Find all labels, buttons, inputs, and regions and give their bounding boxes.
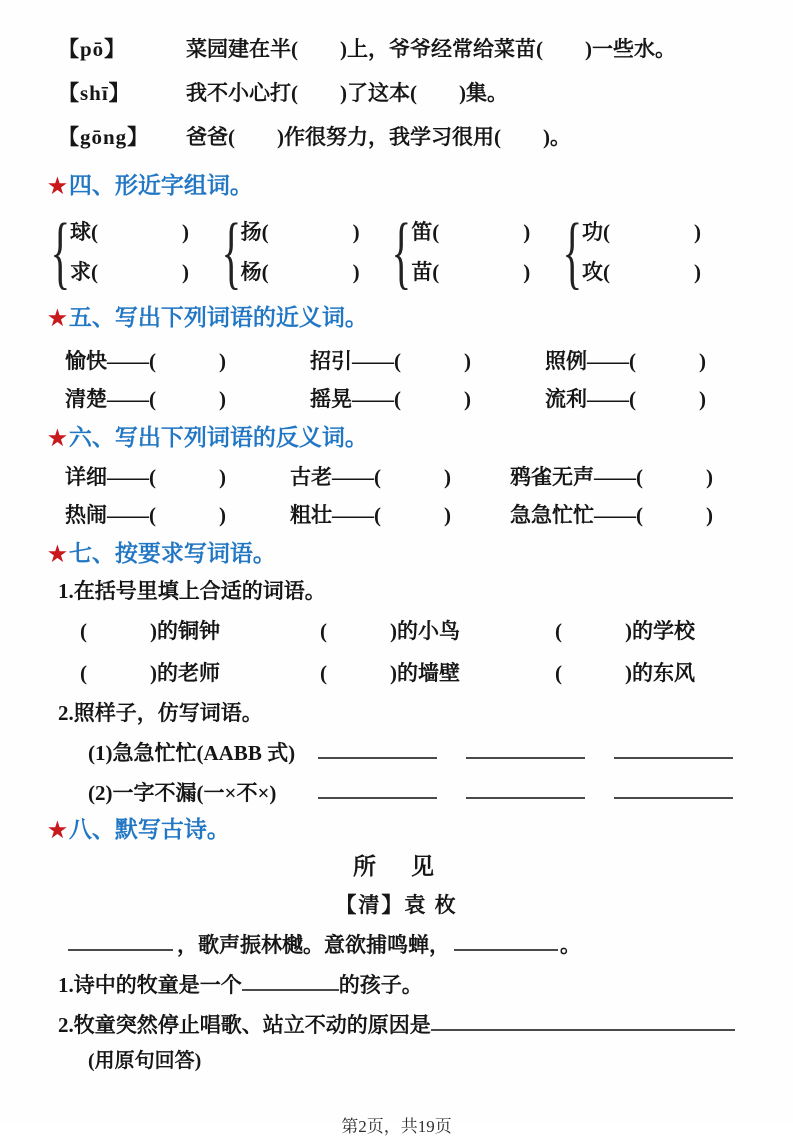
star-icon: ★ [48, 818, 67, 842]
pinyin-row-po [58, 26, 735, 70]
fill-word-grid [80, 610, 735, 694]
q2-text-pre: 2.牧童突然停止唱歌、站立不动的原因是 [58, 1013, 431, 1037]
synonym-item: 招引——( ) [310, 349, 471, 373]
word-blank: 功( ) [581, 220, 701, 244]
answer-blank [68, 937, 173, 951]
brace-icon: { [221, 206, 241, 297]
word-blank: 苗( ) [411, 260, 531, 284]
section6-header [48, 420, 735, 456]
brace-group [221, 208, 381, 296]
answer-blank [614, 745, 733, 759]
poem-title: 所 见 [353, 854, 440, 879]
q1-text-post: 的孩子。 [338, 973, 423, 997]
poem-question-2 [58, 1004, 735, 1044]
word-blank: 杨( ) [240, 260, 360, 284]
brace-group [391, 208, 551, 296]
synonym-item: 照例——( ) [545, 349, 706, 373]
pinyin-row-gong [58, 114, 735, 158]
answer-blank [318, 745, 437, 759]
section6-title: 六、写出下列词语的反义词。 [68, 425, 368, 450]
brace-group-words [241, 212, 360, 292]
word-blank: 扬( ) [240, 220, 360, 244]
fill-word-item: ( )的铜钟 [80, 619, 220, 643]
fill-word-item: ( )的老师 [80, 661, 220, 685]
answer-blank [242, 977, 339, 991]
brace-group-words [582, 212, 701, 292]
pinyin-label-po: 【pō】 [58, 37, 127, 61]
pinyin-label-gong: 【gōng】 [58, 125, 150, 149]
answer-blank [614, 785, 733, 799]
imitation-row-yxbx [58, 772, 735, 812]
section8-header [48, 812, 735, 848]
answer-blank [466, 745, 585, 759]
synonym-item: 摇晃——( ) [310, 387, 471, 411]
star-icon: ★ [48, 174, 67, 198]
section7-header [48, 536, 735, 572]
brace-group [50, 208, 210, 296]
synonym-item: 愉快——( ) [65, 349, 226, 373]
brace-group-words [70, 212, 189, 292]
antonym-item: 热闹——( ) [65, 503, 226, 527]
antonym-item: 详细——( ) [65, 465, 226, 489]
brace-group-words [411, 212, 530, 292]
verse-text: ，歌声振林樾。意欲捕鸣蝉， [177, 933, 450, 957]
synonym-item: 清楚——( ) [65, 387, 226, 411]
brace-icon: { [50, 206, 71, 297]
section4-header [48, 168, 735, 204]
answer-blank [454, 937, 558, 951]
section7-sub2-title: 2.照样子，仿写词语。 [58, 701, 263, 725]
antonym-item: 急急忙忙——( ) [510, 503, 713, 527]
q1-text-pre: 1.诗中的牧童是一个 [58, 973, 242, 997]
answer-blank [431, 1017, 735, 1031]
fill-word-item: ( )的学校 [555, 619, 695, 643]
section7-sub1-title: 1.在括号里填上合适的词语。 [58, 579, 326, 603]
answer-blank [318, 785, 437, 799]
brace-group [562, 208, 722, 296]
pinyin-sentence-shi: 我不小心打( )了这本( )集。 [186, 81, 508, 105]
antonym-grid [65, 458, 735, 534]
antonym-item: 粗壮——( ) [290, 503, 451, 527]
section5-title: 五、写出下列词语的近义词。 [68, 305, 368, 330]
pinyin-sentence-gong: 爸爸( )作很努力，我学习很用( )。 [186, 125, 571, 149]
fill-word-item: ( )的小鸟 [320, 619, 460, 643]
antonym-item: 鸦雀无声——( ) [510, 465, 713, 489]
word-blank: 球( ) [70, 220, 189, 244]
word-blank: 求( ) [70, 260, 189, 284]
similar-characters-groups [50, 208, 722, 296]
section4-title: 四、形近字组词。 [68, 173, 253, 198]
poem-author: 【清】袁 枚 [335, 893, 458, 917]
brace-icon: { [391, 206, 412, 297]
section7-title: 七、按要求写词语。 [68, 541, 276, 566]
synonym-item: 流利——( ) [545, 387, 706, 411]
imitation-label-aabb: (1)急急忙忙(AABB 式) [88, 741, 296, 765]
star-icon: ★ [48, 542, 67, 566]
pinyin-row-shi [58, 70, 735, 114]
star-icon: ★ [48, 306, 67, 330]
word-blank: 攻( ) [581, 260, 701, 284]
synonym-grid [65, 342, 735, 418]
answer-note: (用原句回答) [88, 1050, 202, 1072]
imitation-label-yxbx: (2)一字不漏(一×不×) [88, 781, 277, 805]
section8-title: 八、默写古诗。 [68, 817, 230, 842]
page-indicator: 第2页，共19页 [341, 1117, 452, 1136]
verse-period: 。 [560, 933, 581, 957]
pinyin-exercise-block [58, 26, 735, 158]
brace-icon: { [562, 206, 583, 297]
section5-header [48, 300, 735, 336]
star-icon: ★ [48, 426, 67, 450]
answer-blank [466, 785, 585, 799]
antonym-item: 古老——( ) [290, 465, 451, 489]
fill-word-item: ( )的东风 [555, 661, 695, 685]
poem-verse-line [68, 924, 735, 964]
fill-word-item: ( )的墙壁 [320, 661, 460, 685]
imitation-row-aabb [58, 732, 735, 772]
pinyin-label-shi: 【shī】 [58, 81, 131, 105]
word-blank: 笛( ) [411, 220, 531, 244]
poem-question-1 [58, 964, 735, 1004]
pinyin-sentence-po: 菜园建在半( )上，爷爷经常给菜苗( )一些水。 [186, 37, 676, 61]
